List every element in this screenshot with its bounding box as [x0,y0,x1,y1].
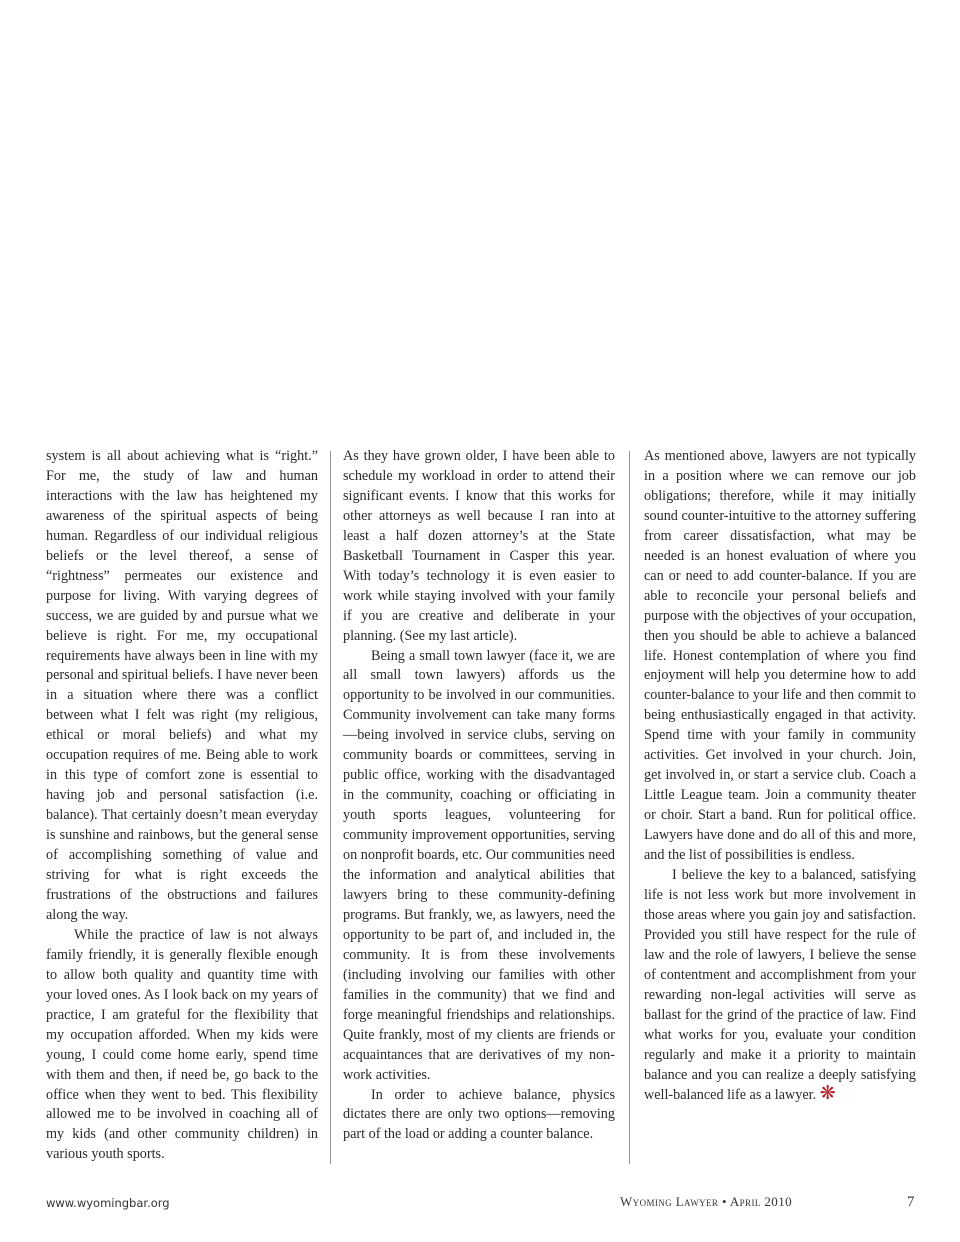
article-column-1 [46,447,318,1165]
end-of-article-icon: ❋ [819,1081,836,1104]
footer-page-number: 7 [907,1194,915,1210]
column-divider [629,451,630,1164]
article-paragraph-text: I believe the key to a balanced, satisfying life is not less work but more involvement in those areas where you gain joy and satisfaction. Provided you still have respect for the rule of law and the role of lawyers, I believe the sense of contentment and accomplishment from your rewarding non-legal activities will serve as ballast for the grind of the practice of law. Find what works for you, evaluate your condition regularly and make it a priority to maintain balance and you can realize a deeply satisfying well-balanced life as a lawyer. [644,867,916,1103]
column-divider [330,451,331,1164]
footer-publication-info: Wyoming Lawyer • April 2010 [620,1194,793,1209]
article-paragraph [644,866,916,1105]
article-paragraph: system is all about achieving what is “right.” For me, the study of law and human interactions with the law has heightened my awareness of the spiritual aspects of being human. Regardless of our individual religious beliefs or the level thereof, a sense of “rightness” permeates our existence and purpose for living. With varying degrees of success, we are guided by and pursue what we believe is right. For me, my occupational requirements have always been in line with my personal and spiritual beliefs. I have never been in a situation where there was a conflict between what I felt was right (my religious, ethical or moral beliefs) and what my occupation requires of me. Being able to work in this type of comfort zone is essential to having job and personal satisfaction (i.e. balance). That certainly doesn’t mean everyday is sunshine and rainbows, but the general sense of accomplishing something of value and striving for what is right exceeds the frustrations of the obstructions and failures along the way. [46,448,318,923]
article-paragraph: As mentioned above, lawyers are not typically in a position where we can remove our job obligations; therefore, while it may initially sound counter-intuitive to the attorney suffering from career dissatisfaction, what may be needed is an honest evaluation of where you can or need to add counter-balance. If you are able to reconcile your personal beliefs and purpose with the objectives of your occupation, then you should be able to achieve a balanced life. Honest contemplation of where you find enjoyment will help you determine how to add counter-balance to your life and then commit to being enthusiastically engaged in that activity. Spend time with your family in community activities. Get involved in your church. Join, get involved in, or start a service club. Coach a Little League team. Join a community theater or choir. Start a band. Run for political office. Lawyers have done and do all of this and more, and the list of possibilities is endless. [644,448,916,864]
article-column-2 [343,447,615,1145]
article-paragraph: While the practice of law is not always family friendly, it is generally flexible enough to allow both quality and quantity time with your loved ones. As I look back on my years of practice, I am grateful for the flexibility that my occupation afforded. When my kids were young, I could come home early, spend time with them and then, if need be, go back to the office when they went to bed. This flexibility allowed me to be involved in coaching all of my kids (and other community children) in various youth sports. [46,926,318,1163]
article-paragraph: In order to achieve balance, physics dictates there are only two options—removing part of the load or adding a counter balance. [343,1086,615,1143]
footer-website-link[interactable]: www.wyomingbar.org [46,1196,170,1210]
article-column-3 [644,447,916,1105]
article-paragraph: Being a small town lawyer (face it, we are all small town lawyers) affords us the opportunity to be involved in our communities. Community involvement can take many forms—being involved in service clubs, serving on community boards or committees, serving in public office, working with the disadvantaged in the community, coaching or officiating in youth sports leagues, volunteering for community improvement opportunities, serving on nonprofit boards, etc. Our communities need the information and analytical abilities that lawyers bring to these community-defining programs. But frankly, we, as lawyers, need the opportunity to be part of, and included in, the community. It is from these involvements (including involving our families with other families in the community) that we find and forge meaningful friendships and relationships. Quite frankly, most of my clients are friends or acquaintances that are derivatives of my non-work activities. [343,647,615,1083]
article-paragraph: As they have grown older, I have been able to schedule my workload in order to attend their significant events. I know that this works for other attorneys as well because I ran into at least a half dozen attorney’s at the State Basketball Tournament in Casper this year. With today’s technology it is even easier to work while staying involved with your family if you are creative and deliberate in your planning. (See my last article). [343,448,615,644]
